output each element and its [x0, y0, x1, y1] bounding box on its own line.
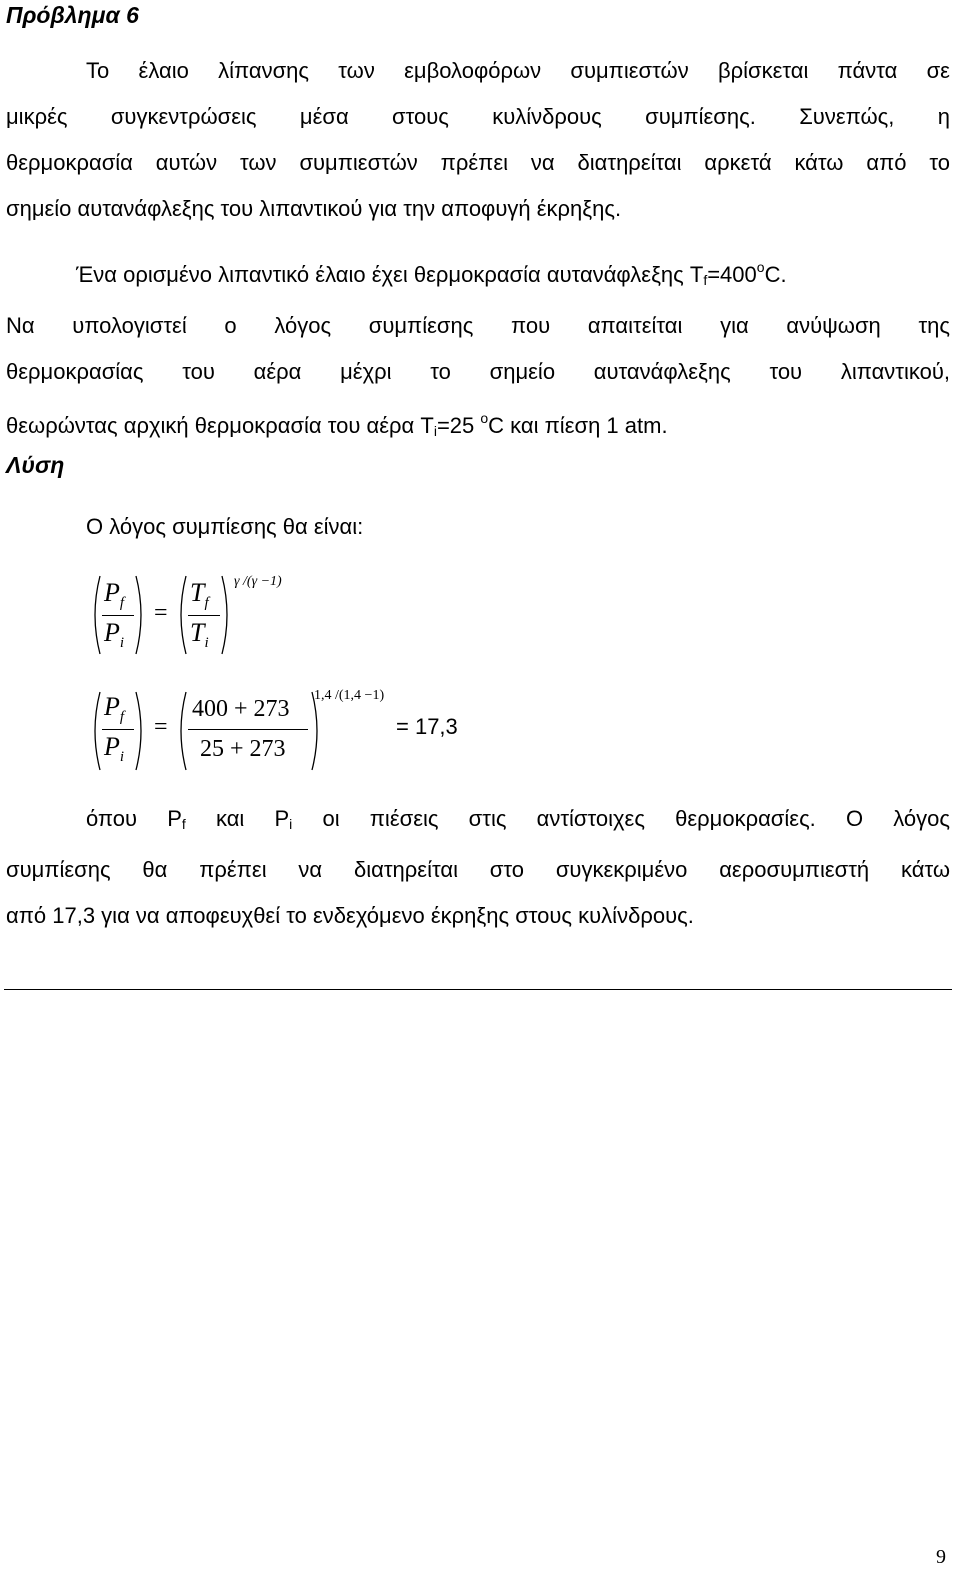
- given-value: =400: [707, 262, 757, 287]
- degree-mark: o: [756, 259, 765, 275]
- result-value: = 17,3: [396, 714, 458, 739]
- page-number: 9: [936, 1546, 946, 1568]
- solution-heading: Λύση: [6, 452, 65, 478]
- pressure-final: $P_f$: [104, 692, 125, 725]
- subscript: f: [703, 272, 708, 288]
- problem-heading: Πρόβλημα 6: [6, 2, 139, 28]
- subscript: i: [289, 816, 293, 832]
- exponent: 1,4 /(1,4 −1): [314, 688, 385, 703]
- given-text: C και πίεση 1 atm.: [488, 413, 668, 438]
- intro-paragraph: [6, 48, 950, 232]
- pressure-initial: $P_i$: [104, 618, 125, 651]
- conclusion-line: [6, 796, 950, 847]
- fraction-bar: [102, 615, 134, 616]
- conclusion-line: συμπίεσης θα πρέπει να διατηρείται στο συγκεκριμένο αεροσυμπιεστή κάτω: [6, 857, 950, 882]
- conclusion-paragraph: [6, 796, 950, 939]
- given-value: =25: [436, 413, 481, 438]
- intro-line: Το έλαιο λίπανσης των εμβολοφόρων συμπιεστών βρίσκεται πάντα σε: [86, 58, 950, 83]
- given-line: [6, 244, 950, 303]
- fraction-bar: [188, 615, 220, 616]
- fraction-bar: [188, 729, 308, 730]
- given-paragraph: [6, 244, 950, 454]
- intro-line: θερμοκρασία αυτών των συμπιεστών πρέπει να διατηρείται αρκετά κάτω από το: [6, 150, 950, 175]
- temperature-initial: $T_i$: [190, 618, 209, 651]
- pressure-final: $P_f$: [104, 578, 125, 611]
- formula-numeric: [88, 686, 508, 776]
- given-line: θερμοκρασίας του αέρα μέχρι το σημείο αυτανάφλεξης του λιπαντικού,: [6, 359, 950, 384]
- intro-line: σημείο αυτανάφλεξης του λιπαντικού για την αποφυγή έκρηξης.: [6, 196, 622, 221]
- formula-general: [88, 570, 348, 660]
- equals-sign: =: [154, 600, 168, 626]
- conclusion-text: και P: [185, 806, 290, 831]
- page-divider: [4, 989, 952, 990]
- conclusion-text: οι πιέσεις στις αντίστοιχες θερμοκρασίες. Ο λόγος: [292, 806, 950, 831]
- degree-mark: o: [480, 410, 489, 426]
- subscript: i: [433, 423, 437, 439]
- given-unit: C.: [764, 262, 787, 287]
- solution-intro: Ο λόγος συμπίεσης θα είναι:: [86, 514, 364, 539]
- numerator: 400 + 273: [192, 696, 290, 722]
- given-text: Ένα ορισμένο λιπαντικό έλαιο έχει θερμοκρασία αυτανάφλεξης T: [76, 262, 704, 287]
- given-line: [6, 395, 950, 454]
- conclusion-line: από 17,3 για να αποφευχθεί το ενδεχόμενο έκρηξης στους κυλίνδρους.: [6, 903, 694, 928]
- pressure-initial: $P_i$: [104, 732, 125, 765]
- conclusion-text: όπου P: [86, 806, 182, 831]
- subscript: f: [181, 816, 186, 832]
- intro-line: μικρές συγκεντρώσεις μέσα στους κυλίνδρους συμπίεσης. Συνεπώς, η: [6, 104, 950, 129]
- exponent: γ /(γ −1): [234, 574, 282, 589]
- denominator: 25 + 273: [200, 736, 286, 762]
- temperature-final: $T_f$: [190, 578, 209, 611]
- given-line: Να υπολογιστεί ο λόγος συμπίεσης που απαιτείται για ανύψωση της: [6, 313, 950, 338]
- fraction-bar: [102, 729, 134, 730]
- given-text: θεωρώντας αρχική θερμοκρασία του αέρα T: [6, 413, 434, 438]
- equals-sign: =: [154, 714, 168, 740]
